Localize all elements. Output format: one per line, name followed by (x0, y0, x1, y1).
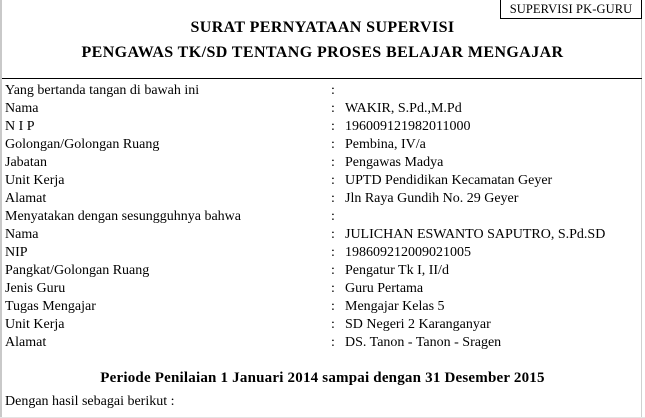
field-colon: : (331, 155, 335, 170)
header-tag: SUPERVISI PK-GURU (500, 0, 642, 19)
field-value: Pengawas Madya (345, 155, 444, 170)
field-row (0, 190, 645, 208)
field-colon: : (331, 209, 335, 224)
field-colon: : (331, 299, 335, 314)
field-label: N I P (5, 119, 35, 134)
field-label: Menyatakan dengan sesungguhnya bahwa (5, 209, 241, 224)
field-row (0, 244, 645, 262)
field-colon: : (331, 101, 335, 116)
document-subtitle: PENGAWAS TK/SD TENTANG PROSES BELAJAR MENGAJAR (81, 44, 564, 61)
field-row (0, 118, 645, 136)
field-value: UPTD Pendidikan Kecamatan Geyer (345, 173, 553, 188)
field-colon: : (331, 83, 335, 98)
field-colon: : (331, 281, 335, 296)
field-colon: : (331, 191, 335, 206)
field-row (0, 172, 645, 190)
field-label: Unit Kerja (5, 317, 65, 332)
field-label: Jabatan (5, 155, 47, 170)
field-label: Pangkat/Golongan Ruang (5, 263, 150, 278)
field-value: Pengatur Tk I, II/d (345, 263, 449, 278)
field-label: Alamat (5, 335, 47, 350)
field-row (0, 298, 645, 316)
field-colon: : (331, 245, 335, 260)
field-row (0, 82, 645, 100)
assessment-period: Periode Penilaian 1 Januari 2014 sampai dengan 31 Desember 2015 (100, 370, 545, 386)
field-value: JULICHAN ESWANTO SAPUTRO, S.Pd.SD (345, 227, 606, 242)
field-value: 196009121982011000 (345, 119, 471, 134)
document-title: SURAT PERNYATAAN SUPERVISI (190, 19, 455, 36)
field-label: Unit Kerja (5, 173, 65, 188)
field-value: SD Negeri 2 Karanganyar (345, 317, 491, 332)
field-colon: : (331, 317, 335, 332)
field-row (0, 154, 645, 172)
field-value: Jln Raya Gundih No. 29 Geyer (345, 191, 519, 206)
results-intro: Dengan hasil sebagai berikut : (5, 394, 175, 409)
field-row (0, 334, 645, 352)
field-value: Mengajar Kelas 5 (345, 299, 445, 314)
field-colon: : (331, 137, 335, 152)
field-value: WAKIR, S.Pd.,M.Pd (345, 101, 462, 116)
field-row (0, 208, 645, 226)
field-colon: : (331, 335, 335, 350)
field-label: Alamat (5, 191, 47, 206)
field-row (0, 280, 645, 298)
field-label: Yang bertanda tangan di bawah ini (5, 83, 200, 98)
field-label: Nama (5, 227, 39, 242)
field-row (0, 226, 645, 244)
field-label: Jenis Guru (5, 281, 66, 296)
field-value: Guru Pertama (345, 281, 424, 296)
field-colon: : (331, 173, 335, 188)
field-label: Golongan/Golongan Ruang (5, 137, 160, 152)
field-row (0, 100, 645, 118)
field-colon: : (331, 263, 335, 278)
title-divider (2, 78, 642, 79)
field-row (0, 262, 645, 280)
field-label: Tugas Mengajar (5, 299, 96, 314)
field-value: 198609212009021005 (345, 245, 471, 260)
field-label: NIP (5, 245, 28, 260)
field-label: Nama (5, 101, 39, 116)
field-colon: : (331, 119, 335, 134)
field-colon: : (331, 227, 335, 242)
field-row (0, 136, 645, 154)
field-value: Pembina, IV/a (345, 137, 426, 152)
field-value: DS. Tanon - Tanon - Sragen (345, 335, 502, 350)
field-row (0, 316, 645, 334)
